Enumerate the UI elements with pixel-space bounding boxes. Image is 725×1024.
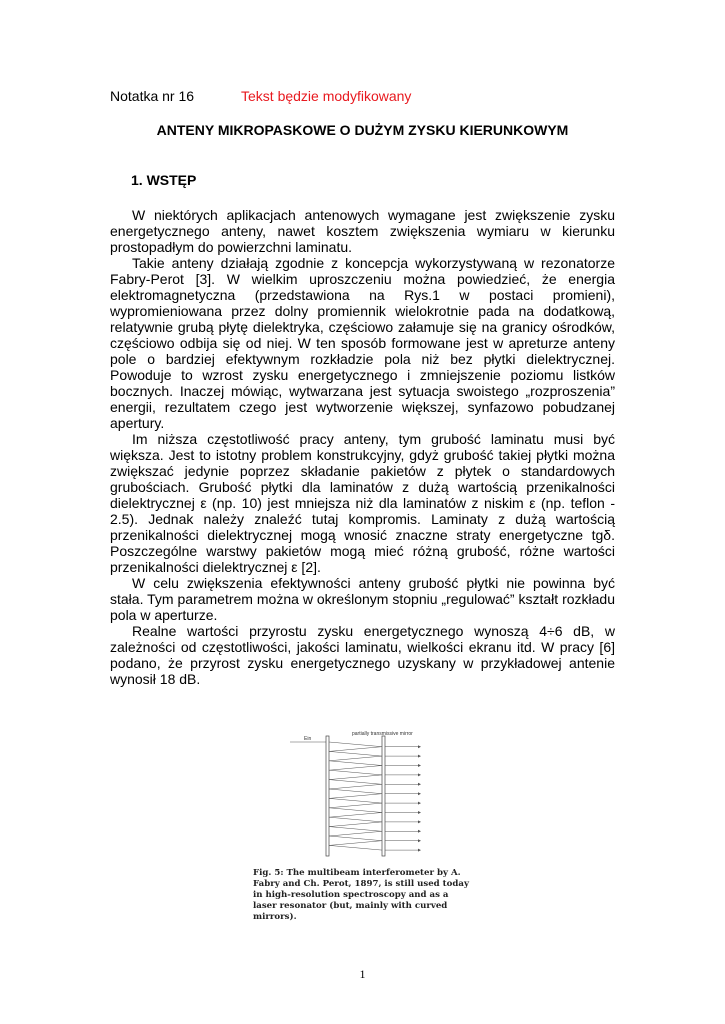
- left-mirror: [326, 736, 329, 856]
- paragraph: W niektórych aplikacjach antenowych wymagane jest zwiększenie zysku energetycznego anteny, nawet kosztem zwiększenia wymiaru w kierunku prostopadłym do powierzchni laminatu.: [110, 207, 615, 255]
- mirror-label: partially transmissive mirror: [352, 731, 413, 737]
- reflected-rays: [329, 742, 382, 850]
- paragraph: Im niższa częstotliwość pracy anteny, tym grubość laminatu musi być większa. Jest to istotny problem konstrukcyjny, gdyż grubość takiej płytki można zwiększać jedynie poprzez składanie pakietów z płytek o standardowych grubościach. Grubość płytki dla laminatów z dużą wartością przenikalności dielektrycznej ε (np. 10) jest mniejsza niż dla laminatów z niskim ε (np. teflon - 2.5). Jednak należy znaleźć tutaj kompromis. Laminaty z dużą wartością przenikalności dielektrycznej mogą wnosić znaczne straty energetyczne tgδ. Poszczególne warstwy pakietów mogą mieć różną grubość, różne wartości przenikalności dielektrycznej ε [2].: [110, 431, 615, 575]
- note-header: [110, 88, 412, 104]
- arrow-head: [418, 849, 421, 852]
- input-label: Ein: [304, 736, 312, 742]
- document-title: ANTENY MIKROPASKOWE O DUŻYM ZYSKU KIERUNKOWYM: [156, 122, 569, 138]
- right-mirror: [382, 736, 385, 856]
- arrow-head: [418, 764, 421, 767]
- arrow-head: [418, 745, 421, 748]
- arrow-head: [418, 830, 421, 833]
- section-heading: 1. WSTĘP: [131, 172, 197, 188]
- modified-notice: Tekst będzie modyfikowany: [241, 88, 412, 104]
- interferometer-diagram: [290, 724, 450, 859]
- arrow-head: [418, 802, 421, 805]
- arrow-head: [418, 773, 421, 776]
- arrow-head: [418, 783, 421, 786]
- paragraph: Takie anteny działają zgodnie z koncepcja wykorzystywaną w rezonatorze Fabry-Perot [3]. W wielkim uproszczeniu można powiedzieć, że energia elektromagnetyczna (przedstawiona na Rys.1 w postaci promieni), wypromieniowana przez dolny promiennik wielokrotnie pada na dodatkową, relatywnie grubą płytę dielektryka, częściowo załamuje się na granicy ośrodków, częściowo odbija się od niej. W ten sposób formowane jest w apreturze anteny pole o bardziej efektywnym rozkładzie pola niż bez płytki dielektrycznej. Powoduje to wzrost zysku energetycznego i zmniejszenie poziomu listków bocznych. Inaczej mówiąc, wytwarzana jest sytuacja swoistego „rozproszenia” energii, rezultatem czego jest wytworzenie większej, synfazowo pobudzanej apertury.: [110, 255, 615, 431]
- page-number: 1: [359, 967, 366, 981]
- arrow-head: [418, 820, 421, 823]
- paragraph: W celu zwiększenia efektywności anteny grubość płytki nie powinna być stała. Tym parametrem można w określonym stopniu „regulować” kształt rozkładu pola w aperturze.: [110, 575, 615, 623]
- body-text: [110, 207, 615, 687]
- arrow-head: [418, 839, 421, 842]
- ray-path: [329, 742, 382, 850]
- note-number: Notatka nr 16: [110, 88, 195, 104]
- arrow-head: [418, 811, 421, 814]
- arrow-head: [418, 792, 421, 795]
- interferometer-figure: [290, 724, 450, 859]
- figure-caption: Fig. 5: The multibeam interferometer by A. Fabry and Ch. Perot, 1897, is still used today in high-resolution spectroscopy and as a laser resonator (but, mainly with curved mirrors).: [253, 868, 469, 922]
- paragraph: Realne wartości przyrostu zysku energetycznego wynoszą 4÷6 dB, w zależności od częstotliwości, jakości laminatu, wielkości ekranu itd. W pracy [6] podano, że przyrost zysku energetycznego uzyskany w przykładowej antenie wynosił 18 dB.: [110, 623, 615, 687]
- arrow-head: [418, 755, 421, 758]
- output-beams: [385, 745, 421, 851]
